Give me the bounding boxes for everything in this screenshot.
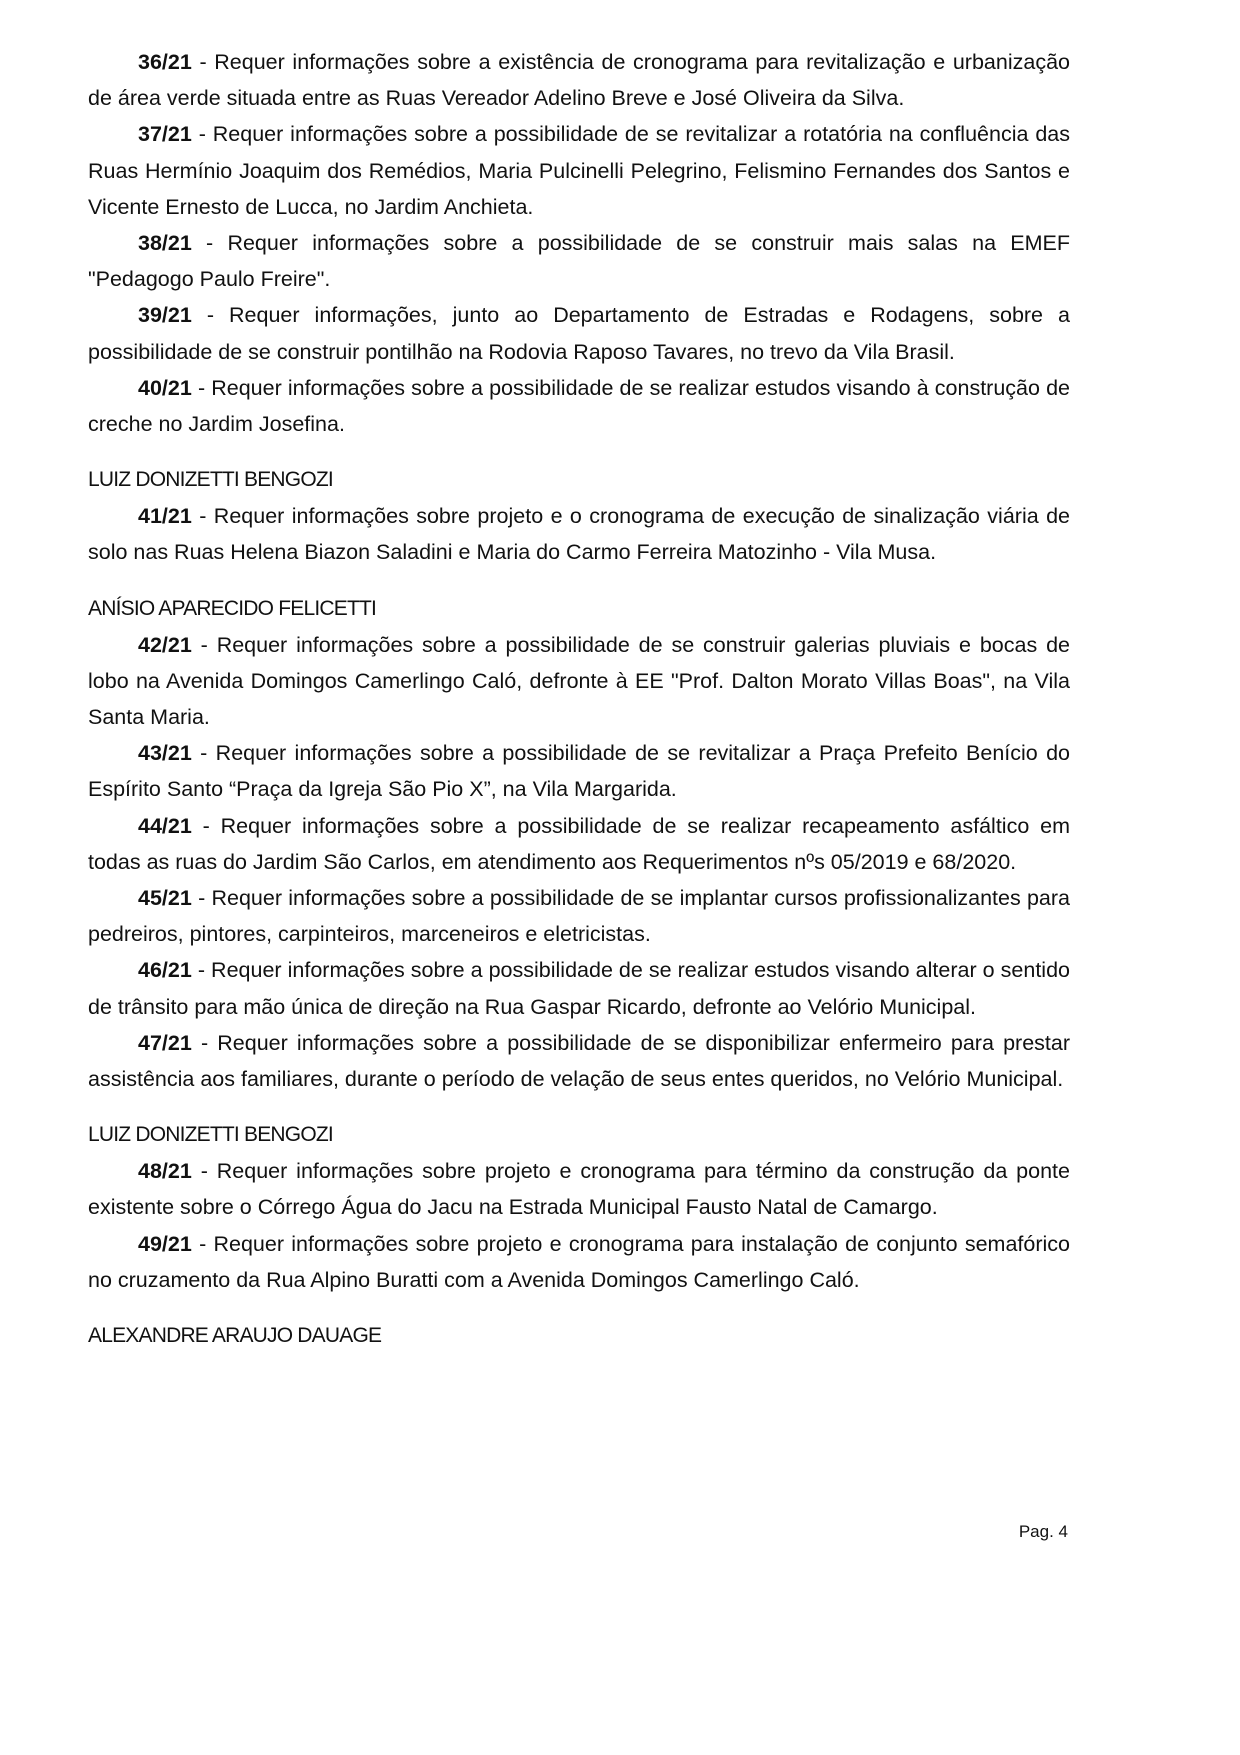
- requirement-text: - Requer informações sobre a possibilidade de se construir mais salas na EMEF "Pedagogo Paulo Freire".: [88, 231, 1070, 292]
- requirement-item: [88, 1226, 1070, 1298]
- page-number: Pag. 4: [1018, 1522, 1068, 1541]
- requirement-item: [88, 297, 1070, 369]
- requirement-number: 49/21: [138, 1231, 192, 1256]
- section: [88, 44, 1070, 442]
- requirement-text: - Requer informações sobre a possibilidade de se revitalizar a rotatória na confluência das Ruas Hermínio Joaquim dos Remédios, Maria Pulcinelli Pelegrino, Felismino Fernandes dos Santos e Vicente Ernesto de Lucca, no Jardim Anchieta.: [88, 122, 1070, 219]
- requirement-text: - Requer informações sobre a existência de cronograma para revitalização e urbanização de área verde situada entre as Ruas Vereador Adelino Breve e José Oliveira da Silva.: [88, 50, 1070, 111]
- document-page: [88, 44, 1070, 1354]
- section: [88, 1117, 1070, 1298]
- requirement-number: 38/21: [138, 231, 192, 256]
- section: [88, 462, 1070, 570]
- requirement-item: [88, 952, 1070, 1024]
- requirement-item: [88, 225, 1070, 297]
- requirement-number: 45/21: [138, 886, 192, 911]
- requirement-item: [88, 1153, 1070, 1225]
- requirement-number: 42/21: [138, 632, 192, 657]
- requirement-item: [88, 627, 1070, 736]
- requirement-text: - Requer informações sobre a possibilidade de se realizar estudos visando à construção de creche no Jardim Josefina.: [88, 375, 1070, 437]
- requirement-number: 36/21: [138, 50, 192, 74]
- requirement-number: 44/21: [138, 813, 192, 838]
- requirement-number: 43/21: [138, 741, 192, 766]
- requirement-text: - Requer informações sobre a possibilidade de se realizar estudos visando alterar o sentido de trânsito para mão única de direção na Rua Gaspar Ricardo, defronte ao Velório Municipal.: [88, 958, 1070, 1019]
- requirement-item: [88, 808, 1070, 880]
- requirement-item: [88, 370, 1070, 442]
- author-heading: ALEXANDRE ARAUJO DAUAGE: [88, 1324, 382, 1348]
- author-heading: ANÍSIO APARECIDO FELICETTI: [88, 596, 377, 620]
- requirement-number: 37/21: [138, 122, 192, 147]
- requirement-number: 46/21: [138, 958, 192, 983]
- requirement-text: - Requer informações sobre a possibilidade de se construir galerias pluviais e bocas de lobo na Avenida Domingos Camerlingo Caló, defronte à EE "Prof. Dalton Morato Villas Boas", na Vila Santa Maria.: [88, 632, 1070, 730]
- requirement-item: [88, 1025, 1070, 1097]
- requirement-item: [88, 44, 1070, 116]
- requirement-item: [88, 498, 1070, 570]
- requirement-item: [88, 116, 1070, 225]
- requirement-number: 39/21: [138, 303, 192, 328]
- requirement-text: - Requer informações sobre a possibilidade de se realizar recapeamento asfáltico em todas as ruas do Jardim São Carlos, em atendimento aos Requerimentos nºs 05/2019 e 68/2020.: [88, 813, 1070, 874]
- section: [88, 591, 1070, 1098]
- requirement-number: 47/21: [138, 1030, 192, 1055]
- requirement-text: - Requer informações sobre a possibilidade de se disponibilizar enfermeiro para prestar assistência aos familiares, durante o período de velação de seus entes queridos, no Velório Municipal.: [88, 1030, 1070, 1092]
- requirement-text: - Requer informações sobre projeto e cronograma para instalação de conjunto semafórico no cruzamento da Rua Alpino Buratti com a Avenida Domingos Camerlingo Caló.: [88, 1231, 1070, 1292]
- requirement-text: - Requer informações sobre projeto e cronograma para término da construção da ponte existente sobre o Córrego Água do Jacu na Estrada Municipal Fausto Natal de Camargo.: [88, 1159, 1070, 1220]
- requirement-text: - Requer informações sobre a possibilidade de se revitalizar a Praça Prefeito Benício do Espírito Santo “Praça da Igreja São Pio X”, na Vila Margarida.: [88, 741, 1070, 802]
- requirement-text: - Requer informações, junto ao Departamento de Estradas e Rodagens, sobre a possibilidade de se construir pontilhão na Rodovia Raposo Tavares, no trevo da Vila Brasil.: [88, 303, 1070, 364]
- requirement-number: 41/21: [138, 504, 192, 529]
- requirement-text: - Requer informações sobre a possibilidade de se implantar cursos profissionalizantes para pedreiros, pintores, carpinteiros, marceneiros e eletricistas.: [88, 886, 1070, 947]
- requirement-number: 48/21: [138, 1159, 192, 1184]
- requirement-text: - Requer informações sobre projeto e o cronograma de execução de sinalização viária de solo nas Ruas Helena Biazon Saladini e Maria do Carmo Ferreira Matozinho - Vila Musa.: [88, 504, 1070, 565]
- author-heading: LUIZ DONIZETTI BENGOZI: [88, 468, 333, 492]
- requirement-item: [88, 735, 1070, 807]
- requirement-number: 40/21: [138, 375, 192, 400]
- requirement-item: [88, 880, 1070, 952]
- author-heading: LUIZ DONIZETTI BENGOZI: [88, 1123, 333, 1147]
- section: [88, 1318, 1070, 1354]
